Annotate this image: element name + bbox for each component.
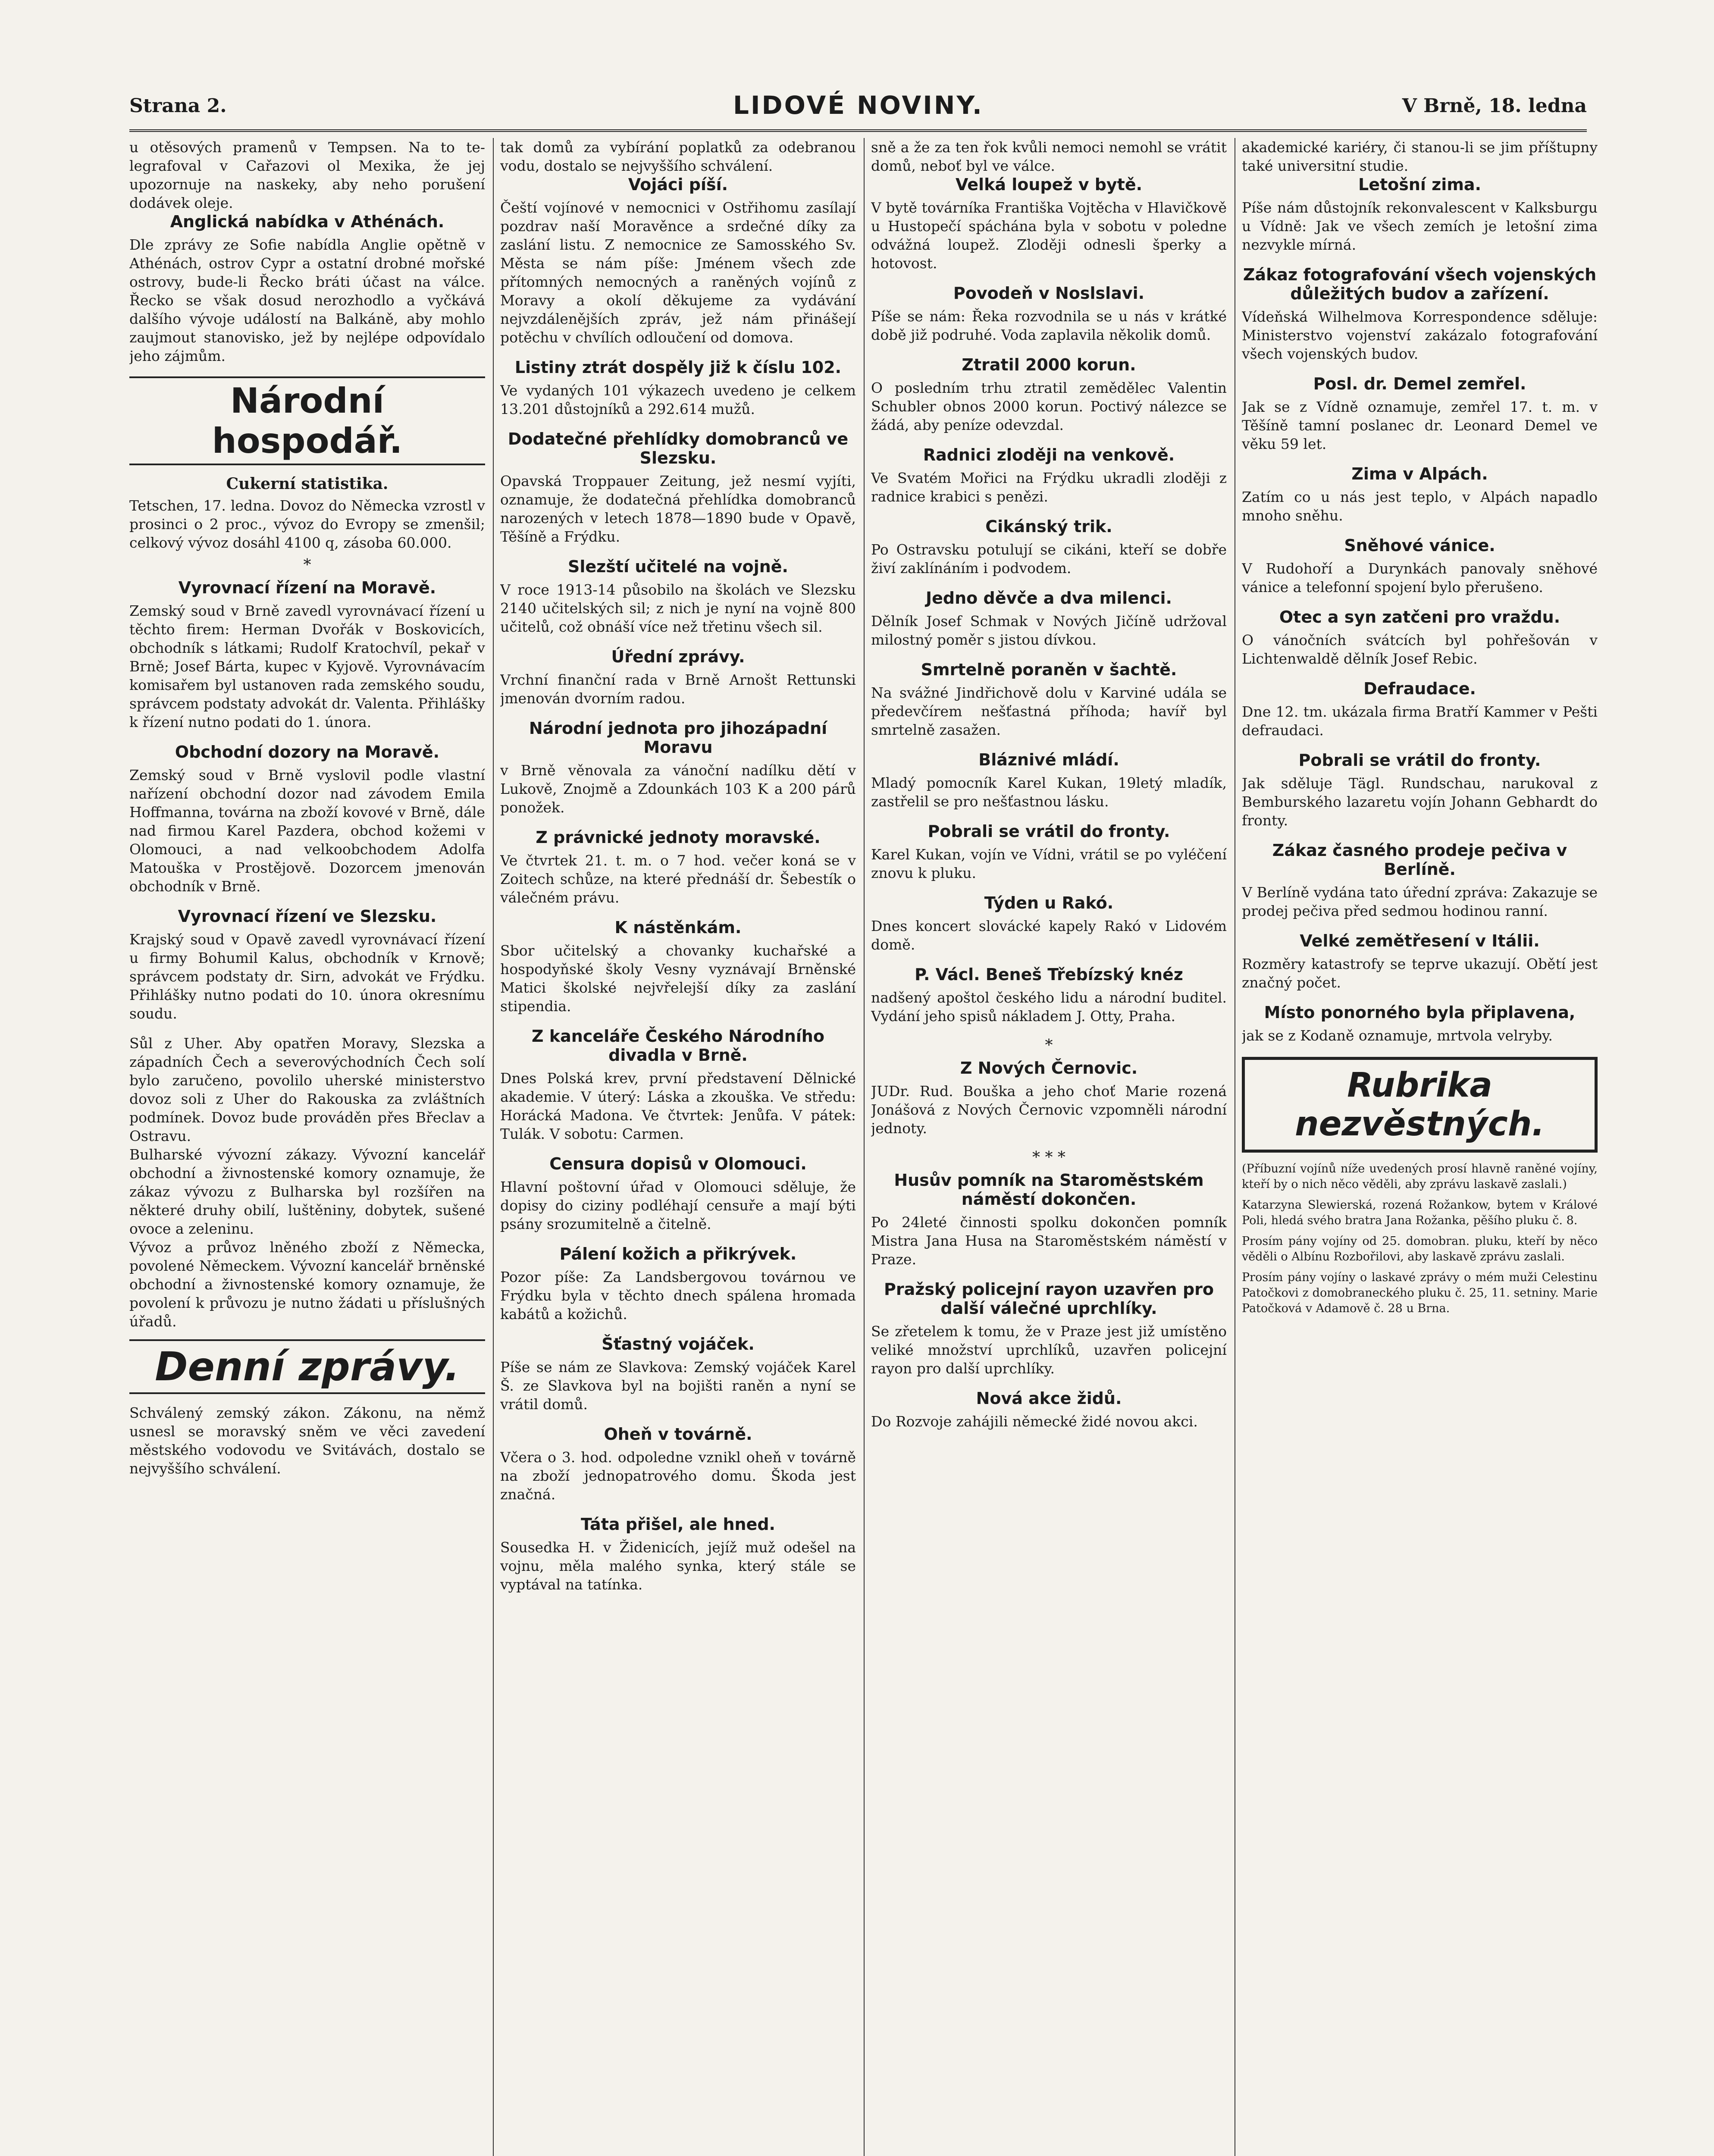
- page-header: [129, 91, 1587, 132]
- article-body: Zemský soud v Brně vyslovil podle vlastní nařízení obchodní dozor nad závodem Emila Hoffmanna, továrna na zboží kovové v Brně, dále nad firmou Karel Pazdera, obchod kožemi v Olomouci, a nad velkoobchodem Adolfa Matouška v Prostějově. Dozorcem jmenován obchodník v Brně.: [129, 767, 485, 895]
- article-title: Smrtelně poraněn v šachtě.: [921, 660, 1177, 679]
- article: [1242, 1003, 1598, 1045]
- article-title: Úřední zprávy.: [611, 647, 745, 666]
- article-title: Dodatečné přehlídky domobranců ve Slezsku.: [508, 429, 849, 467]
- article: [500, 1027, 856, 1143]
- article-title: Slezští učitelé na vojně.: [568, 557, 788, 576]
- article: [1242, 536, 1598, 596]
- asterisk-divider: * * *: [1032, 1149, 1065, 1166]
- text-paragraph: Tetschen, 17. ledna. Dovoz do Německa vzrostl v prosinci o 2 proc., vývoz do Evropy se zmenšil; celkový vývoz dosáhl 4100 q, zásoba 60.000.: [129, 497, 485, 551]
- article-body: Do Rozvoje zahájili německé židé novou akci.: [871, 1413, 1198, 1430]
- article: [871, 1389, 1227, 1431]
- column-1: [129, 138, 485, 2156]
- article-body: Po Ostravsku potulují se cikáni, kteří se dobře živí zaklínáním i podvodem.: [871, 541, 1227, 577]
- article-body: V Rudohoří a Durynkách panovaly sněhové vánice a telefonní spojení bylo přerušeno.: [1242, 560, 1598, 595]
- article-title: Táta přišel, ale hned.: [581, 1515, 775, 1534]
- article: [500, 358, 856, 418]
- text-paragraph: akademické kariéry, či stanou-li se jim příštupny také universitní studie.: [1242, 139, 1598, 174]
- article: [500, 1154, 856, 1233]
- article: [871, 660, 1227, 739]
- article: [500, 719, 856, 817]
- article-title: Z právnické jednoty moravské.: [536, 828, 821, 847]
- article-title: Cikánský trik.: [985, 517, 1112, 536]
- article: [500, 647, 856, 708]
- article: [500, 175, 856, 347]
- article-body: Čeští vojínové v nemocnici v Ostřihomu zasílají pozdrav naší Moravěnce a srdečné díky za zaslání listu. Z nemocnice ze Samosského Sv. Města se nám píše: Jménem všech zde přítomných nemocných a raněných vojínů z Moravy a okolí děkujeme za vydávání nejvzdálenějších zpráv, jež nám přinášejí potěchu v chvílích odloučení od domova.: [500, 199, 856, 346]
- article-body: V Berlíně vydána tato úřední zpráva: Zakazuje se prodej pečiva před sedmou hodinou ranní.: [1242, 884, 1598, 919]
- page-number-label: Strana 2.: [129, 95, 227, 117]
- article-title: Zákaz časného prodeje pečiva v Berlíně.: [1272, 841, 1567, 879]
- article: [500, 557, 856, 636]
- article: [1242, 175, 1598, 254]
- article: [129, 578, 485, 731]
- article-title: Radnici zloději na venkově.: [923, 445, 1175, 464]
- article: [871, 175, 1227, 273]
- notice-paragraph: Prosím pány vojíny od 25. domobran. pluku, kteří by něco věděli o Albínu Rozbořilovi, aby laskavě zprávu zaslali.: [1242, 1235, 1598, 1263]
- article-body: Píše nám důstojník rekonvalescent v Kalksburgu u Vídně: Jak ve všech zemích je letošní zima nezvykle mírná.: [1242, 199, 1598, 253]
- text-paragraph: Sůl z Uher. Aby opatřen Moravy, Slezska a západních Čech a severovýchodních Čech solí bylo zaručeno, povolilo uherské ministerstvo dovoz soli z Uher do Rakouska za zvláštních podmínek. Dovoz bude prováděn přes Břeclav a Ostravu.: [129, 1035, 485, 1144]
- article-title: Oheň v továrně.: [604, 1425, 752, 1444]
- article-body: Po 24leté činnosti spolku dokončen pomník Mistra Jana Husa na Staroměstském náměstí v Praze.: [871, 1214, 1227, 1268]
- article-body: Hlavní poštovní úřad v Olomouci sděluje, že dopisy do ciziny podléhají censuře a mají býti psány srozumitelně a čitelně.: [500, 1178, 856, 1232]
- article: [871, 1280, 1227, 1378]
- asterisk-divider: *: [303, 556, 311, 574]
- text-paragraph: sně a že za ten řok kvůli nemoci nemohl se vrátit domů, neboť byl ve válce.: [871, 139, 1227, 174]
- article: [1242, 374, 1598, 453]
- section-heading: Denní zprávy.: [129, 1339, 485, 1394]
- article-body: JUDr. Rud. Bouška a jeho choť Marie rozená Jonášová z Nových Černovic vzpomněli národní jednoty.: [871, 1083, 1227, 1137]
- article-body: Zemský soud v Brně zavedl vyrovnávací řízení u těchto firem: Herman Dvořák v Boskovicích, obchodník s látkami; Rudolf Kratochvíl, pekař v Brně; Josef Bárta, kupec v Kyjově. Vyrovnávacím komisařem byl ustanoven rada zemského soudu, správcem podstaty advokát dr. Valenta. Přihlášky k řízení nutno podati do 1. února.: [129, 602, 485, 730]
- place-date-label: V Brně, 18. ledna: [1402, 95, 1587, 117]
- text-paragraph: Schválený zemský zákon. Zákonu, na němž usnesl se moravský sněm ve věci zavedení městského vodovodu ve Svitávách, dostalo se nejvyššího schválení.: [129, 1404, 485, 1477]
- article: [500, 1515, 856, 1594]
- article-body: Vídeňská Wilhelmova Korrespondence sděluje: Ministerstvo vojenství zakázalo fotografování všech vojenských budov.: [1242, 308, 1598, 362]
- article-body: Dne 12. tm. ukázala firma Bratří Kammer v Pešti defraudaci.: [1242, 703, 1598, 739]
- text-paragraph: Vývoz a průvoz lněného zboží z Německa, povolené Německem. Vývozní kancelář brněnské obchodní a živnostenské komory oznamuje, že povolení k průvozu je nutno žádati u příslušných úřadů.: [129, 1239, 485, 1330]
- article-title: Otec a syn zatčeni pro vraždu.: [1279, 608, 1560, 627]
- article: [871, 517, 1227, 577]
- text-paragraph: Bulharské vývozní zákazy. Vývozní kancelář obchodní a živnostenské komory oznamuje, že zákaz vývozu z Bulharska byl rozšířen na některé druhy obilí, luštěniny, dobytek, sušené ovoce a zeleninu.: [129, 1146, 485, 1237]
- article-title: Censura dopisů v Olomouci.: [549, 1154, 807, 1173]
- article-title: Pražský policejní rayon uzavřen pro další válečné uprchlíky.: [884, 1280, 1214, 1318]
- article-title: Z kanceláře Českého Národního divadla v Brně.: [532, 1027, 824, 1065]
- article-body: Krajský soud v Opavě zavedl vyrovnávací řízení u firmy Bohumil Kalus, obchodník v Krnově; správcem podstaty dr. Sirn, advokát ve Frýdku. Přihlášky nutno podati do 10. února okresnímu soudu.: [129, 931, 485, 1022]
- article: [1242, 608, 1598, 668]
- article-body: Pozor píše: Za Landsbergovou továrnou ve Frýdku byla v těchto dnech spálena hromada kabátů a kožichů.: [500, 1269, 856, 1322]
- article: [1242, 931, 1598, 992]
- article-title: K nástěnkám.: [614, 918, 742, 937]
- article-body: Píše se nám: Řeka rozvodnila se u nás v krátké době již podruhé. Voda zaplavila několik domů.: [871, 308, 1227, 343]
- article-title: Týden u Rakó.: [984, 893, 1114, 912]
- article-body: O vánočních svátcích byl pohřešován v Lichtenwaldě dělník Josef Rebic.: [1242, 632, 1598, 667]
- article-title: Bláznivé mládí.: [978, 750, 1119, 769]
- article-body: Jak se z Vídně oznamuje, zemřel 17. t. m. v Těšíně tamní poslanec dr. Leonard Demel ve věku 59 let.: [1242, 398, 1598, 452]
- article-body: jak se z Kodaně oznamuje, mrtvola velryby.: [1242, 1027, 1553, 1044]
- article-body: Včera o 3. hod. odpoledne vznikl oheň v továrně na zboží jednopatrového domu. Škoda jest značná.: [500, 1449, 856, 1503]
- article-body: Karel Kukan, vojín ve Vídni, vrátil se po vyléčení znovu k pluku.: [871, 846, 1227, 881]
- article-body: V bytě továrníka Františka Vojtěcha v Hlavičkově u Hustopečí spáchána byla v sobotu v poledne odvážná loupež. Zloději odnesli šperky a hotovost.: [871, 199, 1227, 272]
- article-body: O posledním trhu ztratil zemědělec Valentin Schubler obnos 2000 korun. Poctivý nálezce se žádá, aby peníze odevzdal.: [871, 379, 1227, 433]
- article-body: v Brně věnovala za vánoční nadílku dětí v Lukově, Znojmě a Zdounkách 103 K a 200 párů ponožek.: [500, 762, 856, 816]
- article-body: Mladý pomocník Karel Kukan, 19letý mladík, zastřelil se pro nešťastnou lásku.: [871, 774, 1227, 810]
- article-body: Dnes Polská krev, první představení Dělnické akademie. V úterý: Láska a zkouška. Ve středu: Horácká Madona. Ve čtvrtek: Jenůfa. V pátek: Tulák. V sobotu: Carmen.: [500, 1070, 856, 1142]
- article-body: Dělník Josef Schmak v Nových Jičíně udržoval milostný poměr s jistou dívkou.: [871, 613, 1227, 648]
- article-title: Jedno děvče a dva milenci.: [926, 589, 1172, 608]
- article-body: Ve vydaných 101 výkazech uvedeno je celkem 13.201 důstojníků a 292.614 mužů.: [500, 382, 856, 417]
- article: [500, 429, 856, 546]
- article-title: Obchodní dozory na Moravě.: [175, 743, 440, 761]
- article-title: Šťastný vojáček.: [602, 1335, 755, 1354]
- boxed-section-heading: Rubrika nezvěstných.: [1242, 1057, 1598, 1153]
- asterisk-divider: *: [1045, 1037, 1053, 1054]
- article-title: Národní jednota pro jihozápadní Moravu: [529, 719, 827, 757]
- article: [500, 828, 856, 907]
- article-title: Vyrovnací řízení ve Slezsku.: [178, 907, 437, 926]
- article-title: Velká loupež v bytě.: [955, 175, 1143, 194]
- article-title: Povodeň v Noslslavi.: [953, 284, 1145, 303]
- article: [871, 355, 1227, 434]
- article-body: Sbor učitelský a chovanky kuchařské a hospodyňské školy Vesny vyznávají Brněnské Matici školské nejvřelejší díky za zaslání stipendia.: [500, 942, 856, 1015]
- article: [871, 750, 1227, 811]
- article: [129, 743, 485, 896]
- article-body: Píše se nám ze Slavkova: Zemský vojáček Karel Š. ze Slavkova byl na bojišti raněn a nyní se vrátil domů.: [500, 1359, 856, 1413]
- article: [871, 589, 1227, 649]
- article: [871, 965, 1227, 1025]
- article: [871, 893, 1227, 954]
- article: [871, 1059, 1227, 1138]
- article-body: Ve Svatém Mořici na Frýdku ukradli zloději z radnice krabici s penězi.: [871, 470, 1227, 505]
- article-body: Zatím co u nás jest teplo, v Alpách napadlo mnoho sněhu.: [1242, 489, 1598, 524]
- notice-paragraph: Prosím pány vojíny o laskavé zprávy o mém muži Celestinu Patočkovi z domobraneckého pluku č. 25, 11. setniny. Marie Patočková v Adamově č. 28 u Brna.: [1242, 1271, 1598, 1315]
- notice-paragraph: (Příbuzní vojínů níže uvedených prosí hlavně raněné vojíny, kteří by o nich něco věděli, aby zprávu laskavě zaslali.): [1242, 1162, 1598, 1191]
- article-title: Velké zemětřesení v Itálii.: [1300, 931, 1540, 950]
- masthead-title: LIDOVÉ NOVINY.: [733, 91, 984, 120]
- article: [1242, 679, 1598, 740]
- article-title: Listiny ztrát dospěly již k číslu 102.: [514, 358, 842, 377]
- article-body: Ve čtvrtek 21. t. m. o 7 hod. večer koná se v Zoitech schůze, na které přednáší dr. Šebestík o válečném právu.: [500, 852, 856, 906]
- text-paragraph: tak domů za vybírání poplatků za odebranou vodu, dostalo se nejvyššího schválení.: [500, 139, 856, 174]
- article: [871, 1171, 1227, 1269]
- article: [129, 907, 485, 1023]
- article-title: Z Nových Černovic.: [960, 1059, 1138, 1078]
- article: [500, 918, 856, 1015]
- article: [871, 822, 1227, 882]
- article: [1242, 751, 1598, 830]
- section-heading: Národní hospodář.: [129, 376, 485, 465]
- article-title: Defraudace.: [1363, 679, 1476, 698]
- article-title: Pálení kožich a přikrývek.: [559, 1244, 797, 1263]
- article-body: Jak sděluje Tägl. Rundschau, narukoval z Bemburského lazaretu vojín Johann Gebhardt do fronty.: [1242, 775, 1598, 829]
- article-body: Vrchní finanční rada v Brně Arnošt Rettunski jmenován dvorním radou.: [500, 671, 856, 707]
- notice-paragraph: Katarzyna Slewierská, rozená Rožankow, bytem v Králové Poli, hledá svého bratra Jana Rožanka, pěšího pluku č. 8.: [1242, 1198, 1598, 1227]
- article-body: Dnes koncert slovácké kapely Rakó v Lidovém domě.: [871, 918, 1227, 953]
- article-title: Vyrovnací řízení na Moravě.: [178, 578, 436, 597]
- article: [500, 1335, 856, 1413]
- column-rule: [864, 138, 865, 2156]
- column-2: [500, 138, 856, 2156]
- column-rule: [493, 138, 494, 2156]
- article: [871, 445, 1227, 506]
- article-body: nadšený apoštol českého lidu a národní buditel. Vydání jeho spisů nákladem J. Otty, Praha.: [871, 989, 1227, 1025]
- article-title: Zima v Alpách.: [1351, 464, 1488, 483]
- article-title: Anglická nabídka v Athénách.: [170, 212, 445, 231]
- article-title: Pobrali se vrátil do fronty.: [928, 822, 1170, 841]
- article-title: Ztratil 2000 korun.: [962, 355, 1136, 374]
- column-3: [871, 138, 1227, 2156]
- article: [871, 284, 1227, 344]
- article: [1242, 265, 1598, 363]
- article-title: Letošní zima.: [1358, 175, 1481, 194]
- text-paragraph: u otěsových pramenů v Tempsen. Na to te- legrafoval v Cařazovi ol Mexika, že jej upozornuje na naskeky, aby neho porušení dodávek oleje.: [129, 139, 485, 211]
- article-body: Opavská Troppauer Zeitung, jež nesmí vyjíti, oznamuje, že dodatečná přehlídka domobranců narozených v letech 1878—1890 bude v Opavě, Těšíně a Frýdku.: [500, 473, 856, 545]
- article: [1242, 841, 1598, 920]
- article-body: Dle zprávy ze Sofie nabídla Anglie opětně v Athénách, ostrov Cypr a ostatní drobné mořské ostrovy, bude-li Řecko bráti účast na válce. Řecko se však dosud nerozhodlo a vyčkává dalšího vývoje událostí na Balkáně, aby mohlo zaujmout stanovisko, jež by nejlépe odpovídalo jeho zájmům.: [129, 236, 485, 364]
- article: [129, 212, 485, 365]
- article: [500, 1425, 856, 1504]
- article: [1242, 464, 1598, 525]
- article-title: P. Václ. Beneš Třebízský knéz: [915, 965, 1183, 984]
- article-body: Na svážné Jindřichově dolu v Karviné udála se předevčírem nešťastná příhoda; havíř byl smrtelně zasažen.: [871, 684, 1227, 738]
- article: [500, 1244, 856, 1323]
- column-4: [1242, 138, 1598, 2156]
- article-title: Pobrali se vrátil do fronty.: [1298, 751, 1541, 770]
- article-title: Zákaz fotografování všech vojenských důležitých budov a zařízení.: [1243, 265, 1597, 303]
- article-title: Vojáci píší.: [628, 175, 728, 194]
- article-title: Místo ponorného byla připlavena,: [1264, 1003, 1576, 1022]
- article-title: Posl. dr. Demel zemřel.: [1313, 374, 1526, 393]
- article-body: V roce 1913-14 působilo na školách ve Slezsku 2140 učitelských sil; z nich je nyní na vojně 800 učitelů, což obnáší více než třetinu všech sil.: [500, 581, 856, 635]
- article-body: Se zřetelem k tomu, že v Praze jest již umístěno veliké množství uprchlíků, uzavřen policejní rayon pro další uprchlíky.: [871, 1323, 1227, 1377]
- article-title: Sněhové vánice.: [1344, 536, 1495, 555]
- article-body: Sousedka H. v Židenicích, jejíž muž odešel na vojnu, měla malého synka, který stále se vyptával na tatínka.: [500, 1539, 856, 1593]
- article-title: Husův pomník na Staroměstském náměstí dokončen.: [894, 1171, 1204, 1209]
- article-body: Rozměry katastrofy se teprve ukazují. Obětí jest značný počet.: [1242, 956, 1598, 991]
- article-title: Nová akce židů.: [976, 1389, 1122, 1408]
- sub-heading: Cukerní statistika.: [226, 475, 389, 493]
